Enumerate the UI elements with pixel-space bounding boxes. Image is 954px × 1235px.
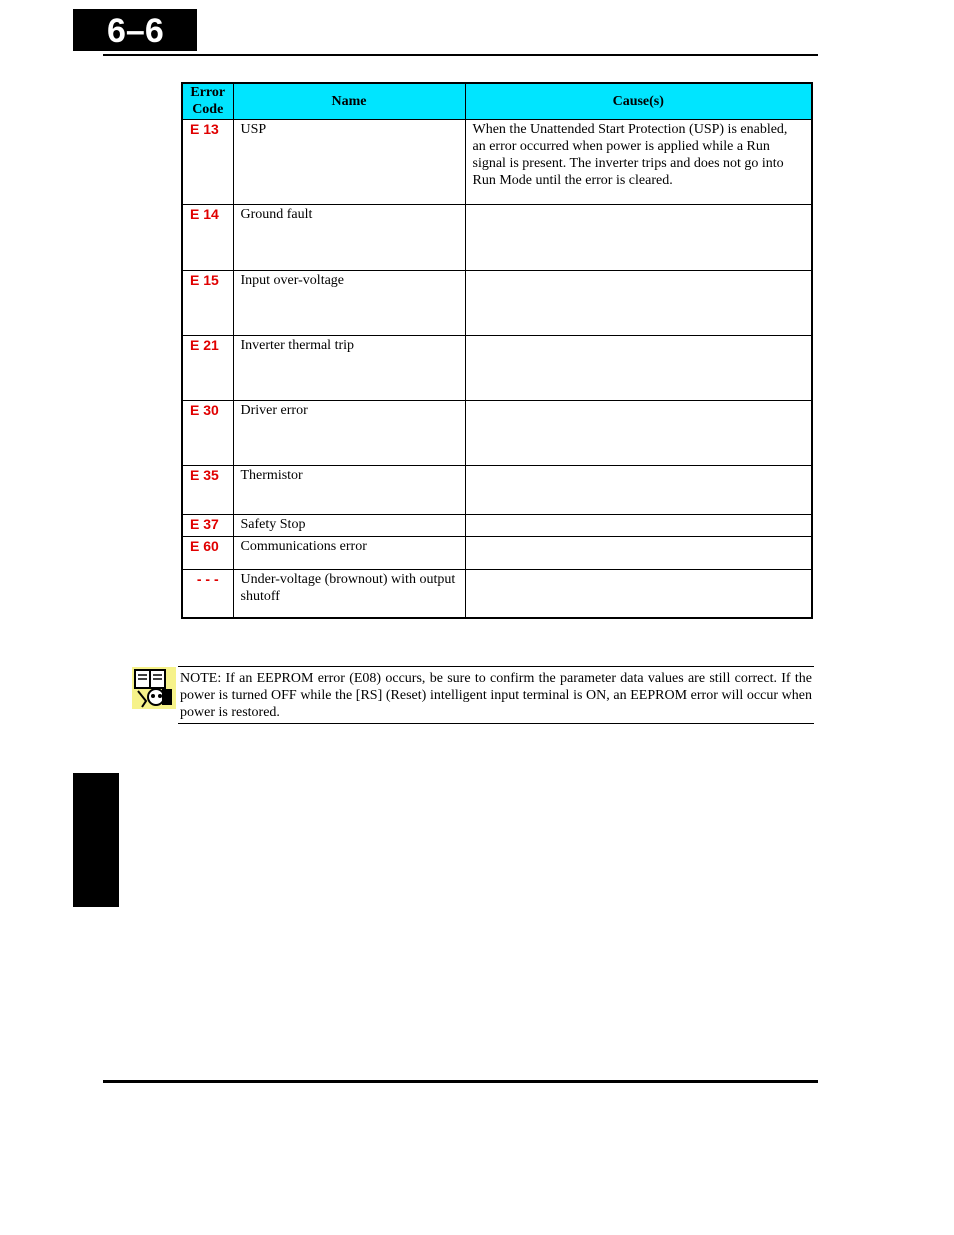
error-name: Under-voltage (brownout) with output shutoff [233,569,465,618]
error-cause [465,204,812,270]
table-row [182,536,812,569]
error-cause [465,400,812,465]
table-row [182,514,812,536]
error-code: E 60 [182,536,233,569]
error-name: Ground fault [233,204,465,270]
error-name: Input over-voltage [233,270,465,335]
error-code: E 21 [182,335,233,400]
error-cause [465,569,812,618]
error-code-table [181,82,813,619]
error-cause [465,335,812,400]
table-row [182,465,812,514]
error-code: - - - [182,569,233,618]
error-name: Thermistor [233,465,465,514]
table-row [182,400,812,465]
table-row [182,119,812,204]
error-code: E 35 [182,465,233,514]
note-label: NOTE [180,671,218,686]
chapter-side-tab [73,773,119,907]
error-name: Inverter thermal trip [233,335,465,400]
table-row [182,204,812,270]
header-rule [103,54,818,56]
table-row [182,569,812,618]
error-cause [465,536,812,569]
error-code: E 37 [182,514,233,536]
table-row [182,270,812,335]
error-code: E 15 [182,270,233,335]
error-cause [465,465,812,514]
error-name: Safety Stop [233,514,465,536]
error-cause [465,270,812,335]
error-code: E 13 [182,119,233,204]
error-code: E 30 [182,400,233,465]
note-block [178,666,814,724]
header-name: Name [233,83,465,119]
note-text: : If an EEPROM error (E08) occurs, be sure to confirm the parameter data values are still correct. If the power is turned OFF while the [RS] (Reset) intelligent input terminal is ON, an EEPROM error will occur when power is restored. [180,671,812,720]
error-cause: When the Unattended Start Protection (USP) is enabled, an error occurred when power is applied while a Run signal is present. The inverter trips and does not go into Run Mode until the error is cleared. [465,119,812,204]
error-name: Driver error [233,400,465,465]
table-row [182,335,812,400]
note-book-icon [132,667,176,709]
page-number: 6–6 [73,9,197,51]
error-code: E 14 [182,204,233,270]
footer-rule [103,1080,818,1083]
error-name: USP [233,119,465,204]
header-error-code: Error Code [182,83,233,119]
error-cause [465,514,812,536]
error-name: Communications error [233,536,465,569]
header-cause: Cause(s) [465,83,812,119]
table-header-row [182,83,812,119]
